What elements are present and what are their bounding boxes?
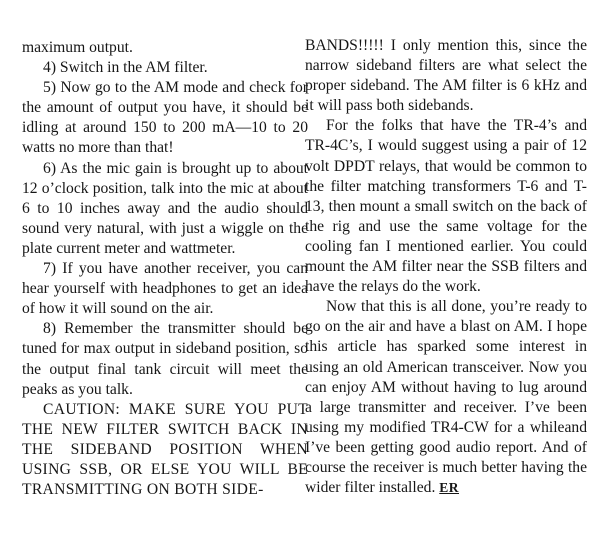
- tr4-relays-paragraph: For the folks that have the TR-4’s and TR-4C’s, I would suggest using a pair of 12 volt DPDT relays, that would be common to the filter matching transformers T-6 and T-13, then mount a small switch on the back of the rig and use the same voltage for the cooling fan I mentioned earlier. You could mount the AM filter near the SSB filters and have the relays do the work.: [305, 117, 587, 296]
- caution-continuation-paragraph: BANDS!!!!! I only mention this, since the narrow sideband filters are what select the proper sideband. The AM filter is 6 kHz and it will pass both sidebands.: [305, 37, 587, 115]
- step-8-paragraph: 8) Remember the transmitter should be tuned for max output in sideband position, so the output final tank circuit will meet the peaks as you talk.: [22, 320, 308, 398]
- end-mark: ER: [439, 480, 460, 496]
- closing-paragraph: [305, 297, 587, 498]
- left-column: [22, 38, 308, 500]
- right-column: [305, 36, 587, 498]
- step-7-paragraph: 7) If you have another receiver, you can hear yourself with headphones to get an idea of how it will sound on the air.: [22, 260, 308, 318]
- closing-paragraph-text: Now that this is all done, you’re ready to go on the air and have a blast on AM. I hope this article has sparked some interest in using an old American transceiver. Now you can enjoy AM without having to lug around a large transmitter and receiver. I’ve been using my modified TR4-CW for a whileand I’ve been getting good audio report. And of course the receiver is much better having the wider filter installed.: [305, 298, 587, 497]
- step-4-paragraph: 4) Switch in the AM filter.: [43, 59, 208, 77]
- caution-paragraph: CAUTION: MAKE SURE YOU PUT THE NEW FILTER SWITCH BACK IN THE SIDEBAND POSITION WHEN USING SSB, OR ELSE YOU WILL BE TRANSMITTING ON BOTH SIDE-: [22, 400, 308, 499]
- paragraph-continuation: maximum output.: [22, 39, 133, 56]
- step-5-paragraph: 5) Now go to the AM mode and check for the amount of output you have, it should be idling at around 150 to 200 mA—10 to 20 watts no more than that!: [22, 79, 308, 157]
- step-6-paragraph: 6) As the mic gain is brought up to about 12 o’clock position, talk into the mic at about 6 to 10 inches away and the audio should sound very natural, with just a wiggle on the plate current meter and wattmeter.: [22, 159, 308, 257]
